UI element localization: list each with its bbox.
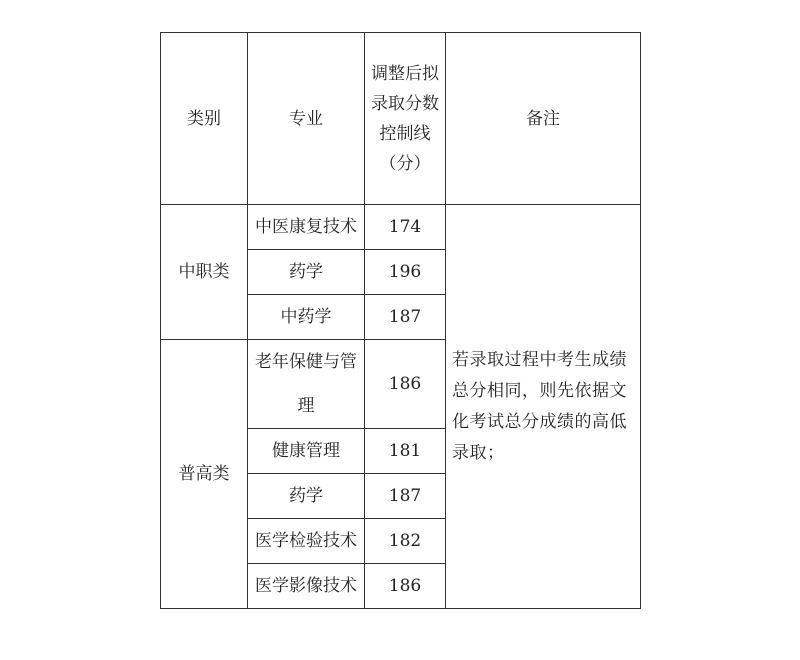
header-category: 类别 — [161, 33, 248, 205]
score-cell: 187 — [365, 295, 446, 340]
header-score — [365, 33, 446, 205]
major-cell — [248, 340, 365, 429]
header-row — [161, 33, 641, 205]
score-cell: 186 — [365, 564, 446, 609]
score-cell: 187 — [365, 474, 446, 519]
admission-score-table — [160, 32, 641, 609]
score-cell: 182 — [365, 519, 446, 564]
header-score-line2: 录取分数 — [371, 93, 439, 114]
header-note: 备注 — [446, 33, 641, 205]
major-line2: 理 — [297, 396, 315, 416]
note-line2: 总分相同，则先依据文 — [452, 380, 627, 401]
note-cell — [446, 205, 641, 609]
note-line3: 化考试总分成绩的高低 — [452, 411, 627, 432]
header-score-line4: （分） — [379, 153, 431, 174]
score-cell: 174 — [365, 205, 446, 250]
score-cell: 196 — [365, 250, 446, 295]
category-cell: 中职类 — [161, 205, 248, 340]
table-row — [161, 205, 641, 250]
major-cell: 医学检验技术 — [248, 519, 365, 564]
score-cell: 181 — [365, 429, 446, 474]
major-line1: 老年保健与管 — [255, 352, 357, 372]
score-cell: 186 — [365, 340, 446, 429]
header-major: 专业 — [248, 33, 365, 205]
major-cell: 药学 — [248, 474, 365, 519]
header-score-line3: 控制线 — [379, 123, 431, 144]
major-cell: 中医康复技术 — [248, 205, 365, 250]
major-cell: 医学影像技术 — [248, 564, 365, 609]
major-cell: 药学 — [248, 250, 365, 295]
note-line4: 录取； — [452, 442, 505, 463]
major-cell: 中药学 — [248, 295, 365, 340]
major-cell: 健康管理 — [248, 429, 365, 474]
category-cell: 普高类 — [161, 340, 248, 609]
note-line1: 若录取过程中考生成绩 — [452, 349, 627, 370]
header-score-line1: 调整后拟 — [371, 63, 439, 84]
